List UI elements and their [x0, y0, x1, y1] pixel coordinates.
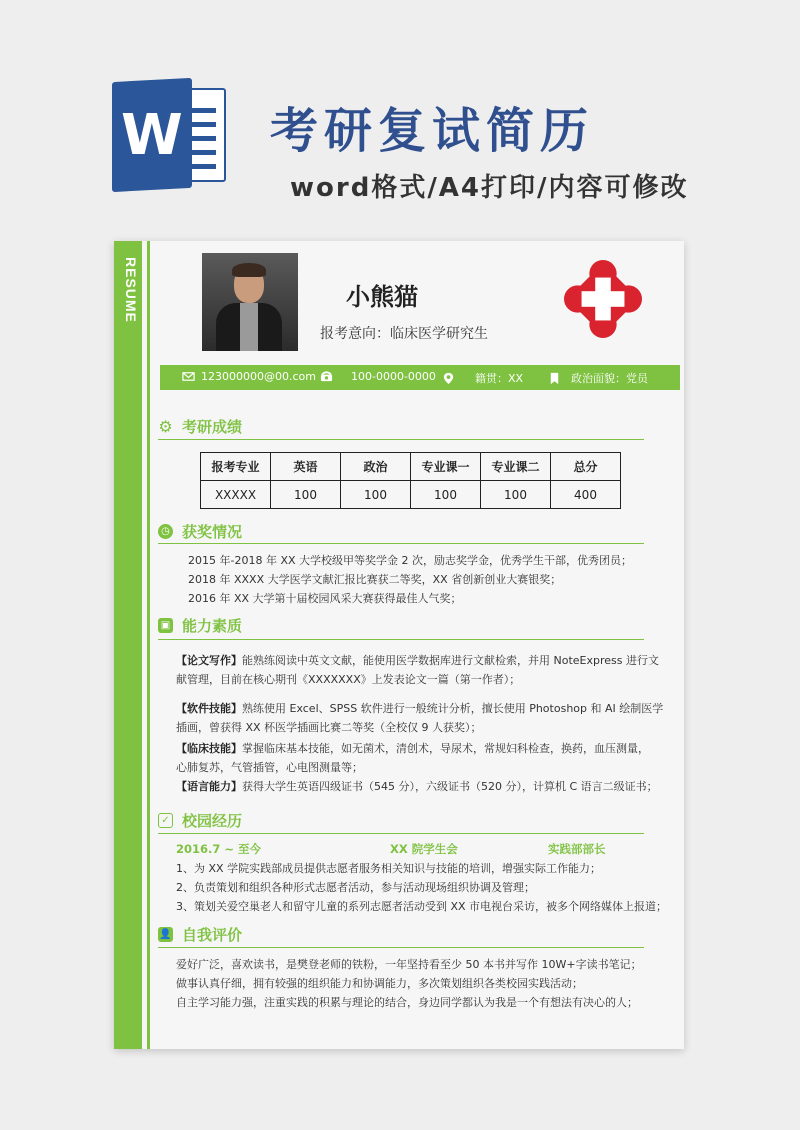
- score-cell: 100: [481, 481, 551, 509]
- score-cell: 400: [551, 481, 621, 509]
- award-item: 2015 年-2018 年 XX 大学校级甲等奖学金 2 次，励志奖学金，优秀学生干部，优秀团员；: [188, 554, 633, 567]
- section-title-campus: 校园经历: [182, 811, 243, 830]
- campus-period: 2016.7 ~ 至今: [176, 842, 262, 856]
- score-header-cell: 总分: [551, 453, 621, 481]
- page-subtitle: word格式/A4打印/内容可修改: [290, 173, 689, 203]
- ability-text: 能熟练阅读中英文文献，能使用医学数据库进行文献检索，并用 NoteExpress 进行文: [242, 654, 659, 667]
- word-letter: W: [121, 102, 183, 168]
- campus-item: 2、负责策划和组织各种形式志愿者活动，参与活动现场组织协调及管理；: [176, 881, 535, 894]
- self-eval-item: 自主学习能力强，注重实践的积累与理论的结合，身边同学都认为我是一个有想法有决心的人；: [176, 996, 638, 1009]
- contact-bar: [160, 365, 680, 390]
- application-intent: [320, 323, 488, 343]
- phone-icon: [320, 370, 333, 383]
- phone-text: 100-0000-0000: [351, 370, 436, 383]
- awards-list: [188, 551, 632, 608]
- ability-tag: 【论文写作】: [176, 654, 242, 667]
- contact-phone: [320, 370, 436, 383]
- candidate-name: 小熊猫: [346, 283, 418, 311]
- section-rule: [158, 639, 644, 640]
- section-rule: [158, 439, 644, 440]
- intent-value: 临床医学研究生: [390, 326, 488, 342]
- location-icon: [442, 372, 455, 385]
- ability-line: 心肺复苏，气管插管，心电图测量等；: [176, 761, 363, 774]
- section-rule: [158, 543, 644, 544]
- campus-item: 3、策划关爱空巢老人和留守儿童的系列志愿者活动受到 XX 市电视台采访，被多个网络媒体上报道；: [176, 900, 668, 913]
- ability-text: 掌握临床基本技能，如无菌术，清创术，导尿术，常规妇科检查，换药，血压测量，: [242, 742, 649, 755]
- score-table: [200, 452, 621, 509]
- ability-tag: 【临床技能】: [176, 742, 242, 755]
- award-item: 2018 年 XXXX 大学医学文献汇报比赛获二等奖，XX 省创新创业大赛银奖；: [188, 573, 562, 586]
- ability-line: [176, 739, 649, 758]
- side-bar: [114, 241, 142, 1049]
- score-cell: 100: [411, 481, 481, 509]
- gear-icon: ⚙: [158, 416, 173, 436]
- profile-photo: [202, 253, 298, 351]
- email-text: 123000000@00.com: [201, 370, 316, 383]
- section-rule: [158, 833, 644, 834]
- hometown-text: 籍贯：XX: [475, 372, 524, 385]
- score-cell: 100: [341, 481, 411, 509]
- section-title-self: 自我评价: [182, 925, 243, 944]
- score-value-row: [201, 481, 621, 509]
- score-header-cell: 报考专业: [201, 453, 271, 481]
- ability-item: [176, 739, 649, 777]
- person-icon: 👤: [159, 928, 172, 940]
- ability-text: 获得大学生英语四级证书（545 分），六级证书（520 分），计算机 C 语言二级证书；: [242, 780, 658, 793]
- score-header-cell: 政治: [341, 453, 411, 481]
- section-awards: [158, 519, 242, 543]
- section-abilities: [158, 613, 242, 637]
- campus-org: XX 院学生会: [390, 842, 458, 856]
- contact-politics: [548, 370, 648, 386]
- section-title-awards: 获奖情况: [182, 522, 243, 541]
- resume-paper: [114, 241, 684, 1049]
- ability-line: 献管理，目前在核心期刊《XXXXXXX》上发表论文一篇（第一作者）；: [176, 673, 521, 686]
- section-rule: [158, 947, 644, 948]
- campus-item: 1、为 XX 学院实践部成员提供志愿者服务相关知识与技能的培训，增强实际工作能力；: [176, 862, 602, 875]
- checkbox-icon: ✓: [158, 813, 173, 828]
- section-campus: [158, 808, 242, 832]
- page-title: 考研复试简历: [270, 103, 595, 159]
- briefcase-icon: ▣: [158, 618, 173, 633]
- ability-tag: 【语言能力】: [176, 780, 242, 793]
- score-header-cell: 专业课一: [411, 453, 481, 481]
- self-eval-item: 爱好广泛，喜欢读书，是樊登老师的铁粉，一年坚持看至少 50 本书并写作 10W+字读书笔记；: [176, 958, 642, 971]
- bookmark-icon: [548, 372, 561, 385]
- intent-label: 报考意向：: [320, 326, 390, 342]
- side-label: RESUME: [123, 257, 139, 323]
- ability-tag: 【软件技能】: [176, 702, 242, 715]
- section-title-abilities: 能力素质: [182, 616, 243, 635]
- ability-text: 熟练使用 Excel、SPSS 软件进行一般统计分析，擅长使用 Photoshop 和 AI 绘制医学: [242, 702, 664, 715]
- ability-line: [176, 651, 659, 670]
- contact-hometown: [442, 370, 523, 386]
- section-self-eval: [158, 922, 242, 946]
- score-cell: XXXXX: [201, 481, 271, 509]
- red-cross-icon: [564, 260, 642, 338]
- score-header-cell: 专业课二: [481, 453, 551, 481]
- self-eval-list: [176, 955, 642, 1012]
- side-divider: [147, 241, 150, 1049]
- score-header-row: [201, 453, 621, 481]
- word-logo-icon: [112, 80, 230, 190]
- self-eval-item: 做事认真仔细，拥有较强的组织能力和协调能力，多次策划组织各类校园实践活动；: [176, 977, 583, 990]
- mail-icon: [182, 370, 195, 383]
- ability-item: [176, 699, 663, 737]
- campus-list: [176, 859, 667, 916]
- contact-email: [182, 370, 316, 383]
- ability-item: [176, 777, 658, 796]
- politics-text: 政治面貌：党员: [571, 372, 648, 385]
- word-letter-box: [112, 78, 192, 192]
- clock-icon: ◷: [158, 524, 173, 539]
- ability-line: 插画，曾获得 XX 杯医学插画比赛二等奖（全校仅 9 人获奖）；: [176, 721, 482, 734]
- award-item: 2016 年 XX 大学第十届校园风采大赛获得最佳人气奖；: [188, 592, 462, 605]
- section-scores: [158, 414, 242, 438]
- score-cell: 100: [271, 481, 341, 509]
- score-header-cell: 英语: [271, 453, 341, 481]
- ability-line: [176, 777, 658, 796]
- ability-item: [176, 651, 659, 689]
- section-title-scores: 考研成绩: [182, 417, 243, 436]
- campus-role: 实践部部长: [548, 842, 606, 856]
- ability-line: [176, 699, 663, 718]
